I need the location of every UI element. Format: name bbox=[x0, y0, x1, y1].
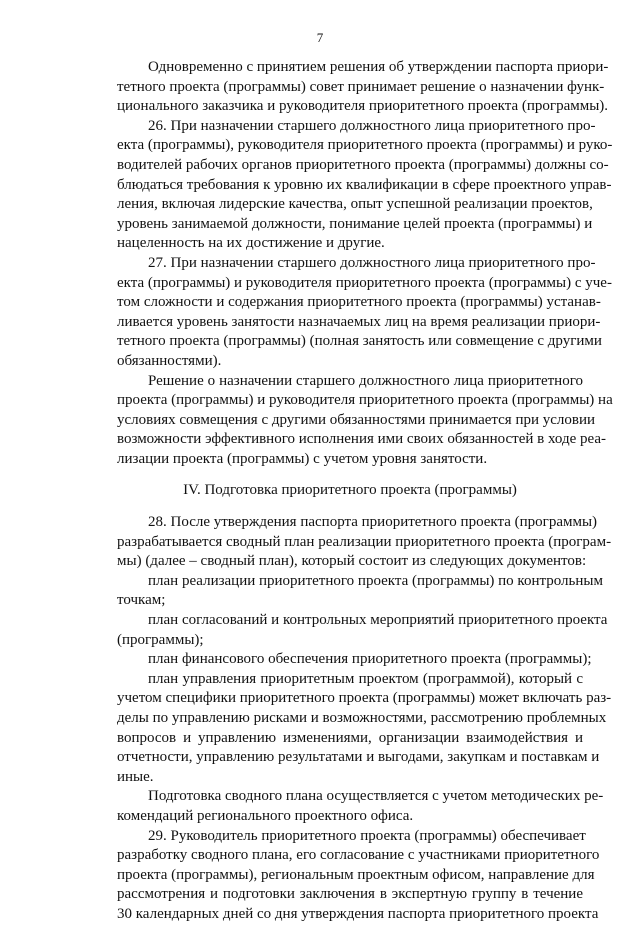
text-line: ливается уровень занятости назначаемых лиц на время реализации приори- bbox=[117, 313, 601, 330]
text-line: разработку сводного плана, его согласование с участниками приоритетного bbox=[117, 847, 600, 864]
text-line: тетного проекта (программы) совет принимает решение о назначении функ- bbox=[117, 78, 605, 95]
text-line: 29. Руководитель приоритетного проекта (программы) обеспечивает bbox=[148, 827, 586, 844]
text-line: иные. bbox=[117, 768, 154, 785]
text-line: делы по управлению рисками и возможностями, рассмотрению проблемных bbox=[117, 710, 607, 726]
text-line: мы) (далее – сводный план), который состоит из следующих документов: bbox=[117, 553, 587, 570]
paragraph-decision-appointment bbox=[117, 58, 609, 117]
text-line: нацеленность на их достижение и другие. bbox=[117, 235, 385, 252]
text-line: проекта (программы), региональным проектным офисом, направление для bbox=[117, 866, 595, 883]
text-line: блюдаться требования к уровню их квалификации в сфере проектного управ- bbox=[117, 176, 612, 193]
text-line: 28. После утверждения паспорта приоритетного проекта (программы) bbox=[148, 514, 598, 531]
text-line: комендаций регионального проектного офиса. bbox=[117, 807, 414, 824]
text-line: условиях совмещения с другими обязанностями принимается при условии bbox=[117, 411, 596, 428]
text-line: екта (программы), руководителя приоритетного проекта (программы) и руко- bbox=[117, 137, 613, 154]
text-line: (программы); bbox=[117, 631, 204, 648]
text-line: отчетности, управлению результатами и выгодами, закупкам и поставкам и bbox=[117, 749, 600, 766]
text-line: 27. При назначении старшего должностного лица приоритетного про- bbox=[148, 254, 596, 271]
list-item-financial-plan bbox=[117, 650, 592, 670]
text-line: ционального заказчика и руководителя приоритетного проекта (программы). bbox=[117, 98, 609, 115]
list-item-approval-plan bbox=[117, 611, 608, 650]
text-line: 30 календарных дней со дня утверждения паспорта приоритетного проекта bbox=[117, 905, 599, 922]
text-line: уровень занимаемой должности, понимание целей проекта (программы) и bbox=[117, 215, 593, 232]
text-line: план реализации приоритетного проекта (программы) по контрольным bbox=[148, 572, 603, 589]
text-line: ления, включая лидерские качества, опыт успешной реализации проектов, bbox=[117, 196, 593, 213]
text-line: 26. При назначении старшего должностного лица приоритетного про- bbox=[148, 117, 596, 134]
text-line: план финансового обеспечения приоритетного проекта (программы); bbox=[148, 651, 592, 668]
paragraph-methodology bbox=[117, 787, 604, 826]
paragraph-28 bbox=[117, 513, 612, 572]
text-line: точкам; bbox=[117, 592, 166, 609]
text-line: том сложности и содержания приоритетного проекта (программы) устанав- bbox=[117, 294, 601, 311]
text-line: тетного проекта (программы) (полная занятость или совмещение с другими bbox=[117, 333, 602, 350]
text-line: проекта (программы) и руководителя приоритетного проекта (программы) на bbox=[117, 392, 613, 409]
list-item-checkpoint-plan bbox=[117, 572, 603, 611]
paragraph-combination-decision bbox=[117, 372, 613, 470]
paragraph-27 bbox=[117, 254, 612, 372]
text-line: вопросов и управлению изменениями, организации взаимодействия и bbox=[117, 729, 583, 746]
text-line: план управления приоритетным проектом (программой), который с bbox=[148, 670, 583, 687]
text-line: Одновременно с принятием решения об утверждении паспорта приори- bbox=[148, 59, 609, 75]
text-line: рассмотрения и подготовки заключения в экспертную группу в течение bbox=[117, 886, 583, 903]
text-line: водителей рабочих органов приоритетного проекта (программы) должны со- bbox=[117, 156, 609, 173]
paragraph-29 bbox=[117, 827, 600, 925]
text-line: екта (программы) и руководителя приоритетного проекта (программы) с уче- bbox=[117, 274, 612, 291]
text-line: Решение о назначении старшего должностного лица приоритетного bbox=[148, 372, 583, 389]
text-line: обязанностями). bbox=[117, 352, 222, 369]
text-line: план согласований и контрольных мероприятий приоритетного проекта bbox=[148, 612, 608, 629]
text-line: учетом специфики приоритетного проекта (программы) может включать раз- bbox=[117, 690, 612, 707]
text-line: лизации проекта (программы) с учетом уровня занятости. bbox=[117, 450, 488, 467]
text-line: возможности эффективного исполнения ими своих обязанностей в ходе реа- bbox=[117, 431, 607, 448]
paragraph-26 bbox=[117, 117, 613, 254]
section-heading: IV. Подготовка приоритетного проекта (программы) bbox=[183, 482, 517, 499]
text-line: Подготовка сводного плана осуществляется с учетом методических ре- bbox=[148, 788, 604, 805]
page-number: 7 bbox=[316, 30, 324, 45]
document-body bbox=[117, 58, 613, 925]
list-item-management-plan bbox=[117, 670, 612, 788]
text-line: разрабатывается сводный план реализации приоритетного проекта (програм- bbox=[117, 533, 612, 550]
